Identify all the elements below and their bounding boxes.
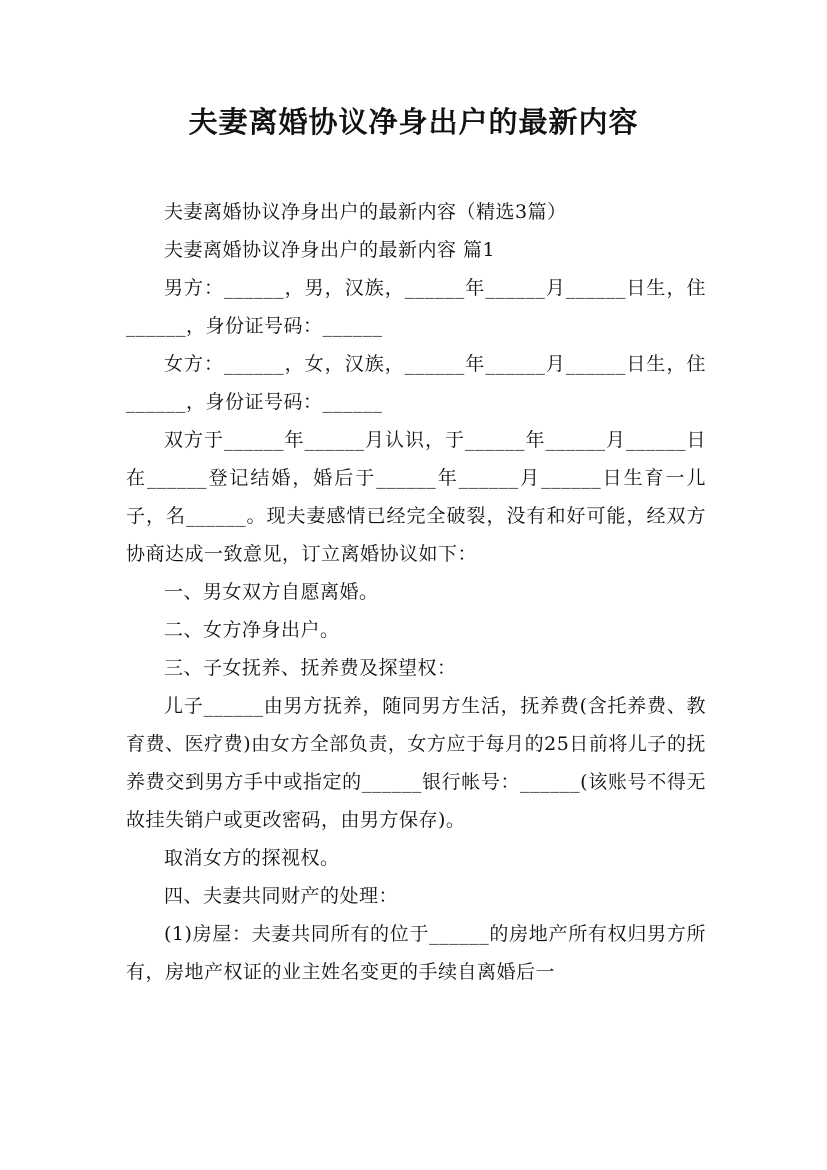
paragraph-clause-3: 三、子女抚养、抚养费及探望权：: [164, 657, 457, 679]
paragraph-property: (1)房屋：夫妻共同所有的位于______的房地产所有权归男方所有，房地产权证的业主姓名变更的手续自离婚后一: [126, 923, 706, 983]
paragraph-clause-1: 一、男女双方自愿离婚。: [164, 581, 379, 603]
paragraph-child-support: 儿子______由男方抚养，随同男方生活，抚养费(含托养费、教育费、医疗费)由女方全部负责，女方应于每月的25日前将儿子的抚养费交到男方手中或指定的______银行帐号：______(该账号不得无故挂失销户或更改密码，由男方保存)。: [126, 695, 706, 831]
paragraph-male-party: 男方：______，男，汉族，______年______月______日生，住______，身份证号码：______: [126, 277, 706, 337]
paragraph-subtitle: 夫妻离婚协议净身出户的最新内容（精选3篇）: [164, 201, 567, 223]
document-body: [126, 193, 706, 991]
paragraph-female-party: 女方：______，女，汉族，______年______月______日生，住______，身份证号码：______: [126, 353, 706, 413]
paragraph-marriage-history: 双方于______年______月认识，于______年______月______日在______登记结婚，婚后于______年______月______日生育一儿子，名______。现夫妻感情已经完全破裂，没有和好可能，经双方协商达成一致意见，订立离婚协议如下：: [126, 429, 706, 565]
paragraph-clause-2: 二、女方净身出户。: [164, 619, 340, 641]
paragraph-clause-4: 四、夫妻共同财产的处理：: [164, 885, 399, 907]
paragraph-visitation: 取消女方的探视权。: [164, 847, 340, 869]
paragraph-section-heading: 夫妻离婚协议净身出户的最新内容 篇1: [164, 239, 496, 261]
document-title: 夫妻离婚协议净身出户的最新内容: [188, 105, 639, 139]
